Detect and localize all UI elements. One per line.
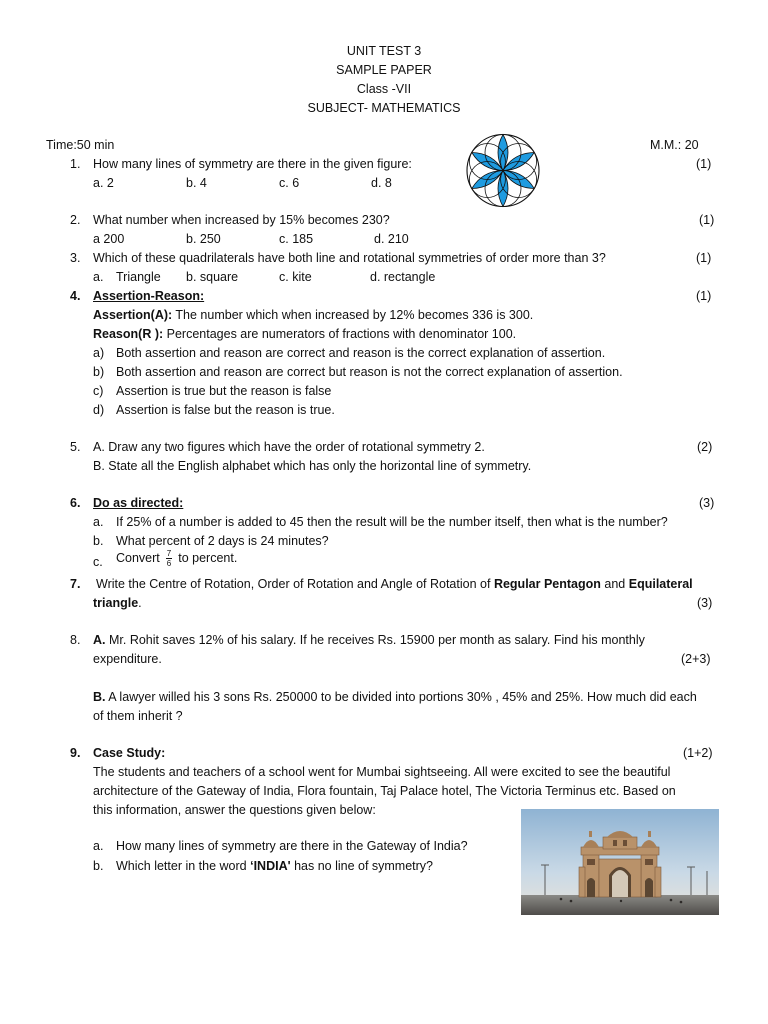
- q8-part-b-line1: A lawyer willed his 3 sons Rs. 250000 to be divided into portions 30% , 45% and 25%. How much did each: [108, 690, 697, 704]
- q2-option-a: a 200: [93, 232, 125, 246]
- header-line-2: SAMPLE PAPER: [336, 63, 432, 77]
- q2-option-c: c. 185: [279, 232, 314, 246]
- q7-text-pre: Write the Centre of Rotation, Order of Rotation and Angle of Rotation of: [96, 577, 491, 591]
- q2-text: What number when increased by 15% becomes 230?: [93, 213, 390, 227]
- q8-part-a-line1: Mr. Rohit saves 12% of his salary. If he receives Rs. 15900 per month as salary. Find his monthly: [108, 633, 645, 647]
- q1-option-a: a. 2: [93, 176, 114, 190]
- q7-triangle: triangle: [93, 596, 139, 610]
- q3-option-c: c. kite: [279, 270, 312, 284]
- q9-part-b-key: b.: [93, 859, 104, 873]
- q6-part-b-key: b.: [93, 534, 104, 548]
- flower-symmetry-figure: [463, 133, 543, 208]
- q8-part-b-line2: of them inherit ?: [93, 709, 183, 723]
- q1-marks: (1): [696, 157, 712, 171]
- fraction-denominator: 6: [166, 559, 172, 568]
- q1-option-b: b. 4: [186, 176, 207, 190]
- header-line-1: UNIT TEST 3: [346, 44, 422, 58]
- q5-marks: (2): [697, 440, 713, 454]
- q6-part-a: If 25% of a number is added to 45 then the result will be the number itself, then what is the number?: [116, 515, 668, 529]
- q6-part-c-pre: Convert: [116, 550, 160, 565]
- q6-part-c-key: c.: [93, 555, 103, 569]
- q7-equilateral: Equilateral: [628, 577, 693, 591]
- max-marks: M.M.: 20: [650, 138, 699, 152]
- q7-text-and: and: [604, 577, 626, 591]
- flower-petals: [469, 135, 536, 207]
- q7-text: [96, 577, 693, 591]
- q3-option-a-key: a.: [93, 270, 104, 284]
- q9-part-b-pre: Which letter in the word: [116, 859, 247, 873]
- q9-line-1: The students and teachers of a school went for Mumbai sightseeing. All were excited to see the beautiful: [93, 765, 671, 779]
- q9-line-3: this information, answer the questions given below:: [93, 803, 376, 817]
- q9-part-b-word: ‘INDIA': [250, 859, 291, 873]
- q4-option-a: Both assertion and reason are correct and reason is the correct explanation of assertion.: [116, 346, 606, 360]
- q9-line-2: architecture of the Gateway of India, Flora fountain, Taj Palace hotel, The Victoria Terminus etc. Based on: [93, 784, 676, 798]
- q1-option-c: c. 6: [279, 176, 300, 190]
- q8-part-b: [93, 690, 697, 704]
- q4-reason: [93, 327, 516, 341]
- gateway-of-india-photo: [521, 809, 719, 915]
- q3-number: 3.: [70, 251, 81, 265]
- header-line-3: Class -VII: [356, 82, 412, 96]
- q9-part-a-key: a.: [93, 839, 104, 853]
- q9-marks: (1+2): [683, 746, 713, 760]
- q4-option-c: Assertion is true but the reason is false: [116, 384, 332, 398]
- time-label: Time:50 min: [46, 138, 115, 152]
- fraction-numerator: 7: [166, 549, 172, 558]
- q6-part-c-post: to percent.: [178, 550, 238, 565]
- q4-option-d-key: d): [93, 403, 105, 417]
- q7-marks: (3): [697, 596, 713, 610]
- q6-number: 6.: [70, 496, 81, 510]
- q4-assertion: [93, 308, 533, 322]
- q8-number: 8.: [70, 633, 81, 647]
- q2-option-d: d. 210: [374, 232, 409, 246]
- q8-part-a-line2: expenditure.: [93, 652, 162, 666]
- q9-title: Case Study:: [93, 746, 166, 760]
- q6-part-c: [116, 549, 237, 568]
- q1-option-d: d. 8: [371, 176, 392, 190]
- q4-reason-text: Percentages are numerators of fractions with denominator 100.: [166, 327, 517, 341]
- q4-assertion-text: The number which when increased by 12% becomes 336 is 300.: [175, 308, 534, 322]
- q7-text-line2: [93, 596, 142, 610]
- q3-option-b: b. square: [186, 270, 239, 284]
- q2-option-b: b. 250: [186, 232, 221, 246]
- q3-option-d: d. rectangle: [370, 270, 436, 284]
- q1-text: How many lines of symmetry are there in the given figure:: [93, 157, 412, 171]
- q7-period: .: [138, 596, 142, 610]
- q8-part-a: [93, 633, 645, 647]
- q4-marks: (1): [696, 289, 712, 303]
- q9-part-b: [116, 859, 433, 873]
- q6-marks: (3): [699, 496, 715, 510]
- q6-title: Do as directed:: [93, 496, 184, 510]
- q5-part-b: B. State all the English alphabet which has only the horizontal line of symmetry.: [93, 459, 532, 473]
- q6-part-a-key: a.: [93, 515, 104, 529]
- q3-marks: (1): [696, 251, 712, 265]
- q4-option-a-key: a): [93, 346, 105, 360]
- q3-option-a: Triangle: [116, 270, 161, 284]
- q1-number: 1.: [70, 157, 81, 171]
- q7-number: 7.: [70, 577, 81, 591]
- q7-regular-pentagon: Regular Pentagon: [493, 577, 601, 591]
- q9-part-a: How many lines of symmetry are there in the Gateway of India?: [116, 839, 468, 853]
- q8-part-a-label: A.: [93, 633, 106, 647]
- q3-text: Which of these quadrilaterals have both line and rotational symmetries of order more than 3?: [93, 251, 606, 265]
- header-line-4: SUBJECT- MATHEMATICS: [307, 101, 461, 115]
- q4-option-b-key: b): [93, 365, 105, 379]
- q5-part-a: A. Draw any two figures which have the order of rotational symmetry 2.: [93, 440, 485, 454]
- q6-part-b: What percent of 2 days is 24 minutes?: [116, 534, 329, 548]
- q4-title: Assertion-Reason:: [93, 289, 205, 303]
- q8-marks: (2+3): [681, 652, 711, 666]
- q8-part-b-label: B.: [93, 690, 106, 704]
- q5-number: 5.: [70, 440, 81, 454]
- q4-number: 4.: [70, 289, 81, 303]
- q2-number: 2.: [70, 213, 81, 227]
- q9-part-b-post: has no line of symmetry?: [294, 859, 434, 873]
- q9-number: 9.: [70, 746, 81, 760]
- q4-option-c-key: c): [93, 384, 104, 398]
- q4-option-b: Both assertion and reason are correct but reason is not the correct explanation of assertion.: [116, 365, 623, 379]
- q4-reason-label: Reason(R ):: [93, 327, 164, 341]
- fraction-seven-sixths: [166, 549, 172, 568]
- q4-assertion-label: Assertion(A):: [93, 308, 173, 322]
- q4-option-d: Assertion is false but the reason is true.: [116, 403, 335, 417]
- q2-marks: (1): [699, 213, 715, 227]
